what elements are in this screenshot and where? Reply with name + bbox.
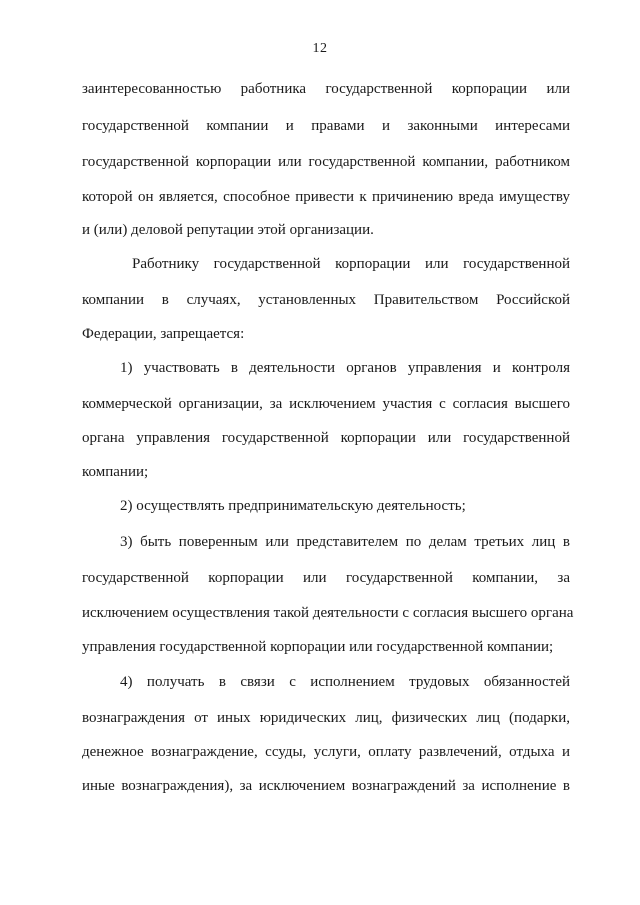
paragraph-1-line-3: государственной корпорации или государственной компании, работником xyxy=(82,154,570,170)
item-4-line-3: денежное вознаграждение, ссуды, услуги, оплату развлечений, отдыха и xyxy=(82,744,570,760)
item-1-line-1: 1) участвовать в деятельности органов управления и контроля xyxy=(120,360,570,376)
paragraph-1-line-2: государственной компании и правами и законными интересами xyxy=(82,118,570,134)
item-3-line-1: 3) быть поверенным или представителем по делам третьих лиц в xyxy=(120,534,570,550)
paragraph-1-line-4: которой он является, способное привести к причинению вреда имуществу xyxy=(82,189,570,205)
item-3-line-2: государственной корпорации или государственной компании, за xyxy=(82,570,570,586)
paragraph-1-line-1: заинтересованностью работника государственной корпорации или xyxy=(82,81,570,97)
paragraph-2-line-1: Работнику государственной корпорации или государственной xyxy=(132,256,570,272)
item-4-line-2: вознаграждения от иных юридических лиц, физических лиц (подарки, xyxy=(82,710,570,726)
item-3-line-4: управления государственной корпорации или государственной компании; xyxy=(82,639,554,655)
item-4-line-1: 4) получать в связи с исполнением трудовых обязанностей xyxy=(120,674,570,690)
item-1-line-2: коммерческой организации, за исключением участия с согласия высшего xyxy=(82,396,570,412)
page-number: 12 xyxy=(312,41,328,56)
item-2-line-1: 2) осуществлять предпринимательскую деятельность; xyxy=(120,498,466,514)
paragraph-1-line-5: и (или) деловой репутации этой организации. xyxy=(82,222,374,238)
item-4-line-4: иные вознаграждения), за исключением вознаграждений за исполнение в xyxy=(82,778,570,794)
paragraph-2-line-3: Федерации, запрещается: xyxy=(82,326,245,342)
item-3-line-3: исключением осуществления такой деятельности с согласия высшего органа xyxy=(82,605,574,621)
item-1-line-4: компании; xyxy=(82,464,149,480)
paragraph-2-line-2: компании в случаях, установленных Правительством Российской xyxy=(82,292,570,308)
item-1-line-3: органа управления государственной корпорации или государственной xyxy=(82,430,570,446)
